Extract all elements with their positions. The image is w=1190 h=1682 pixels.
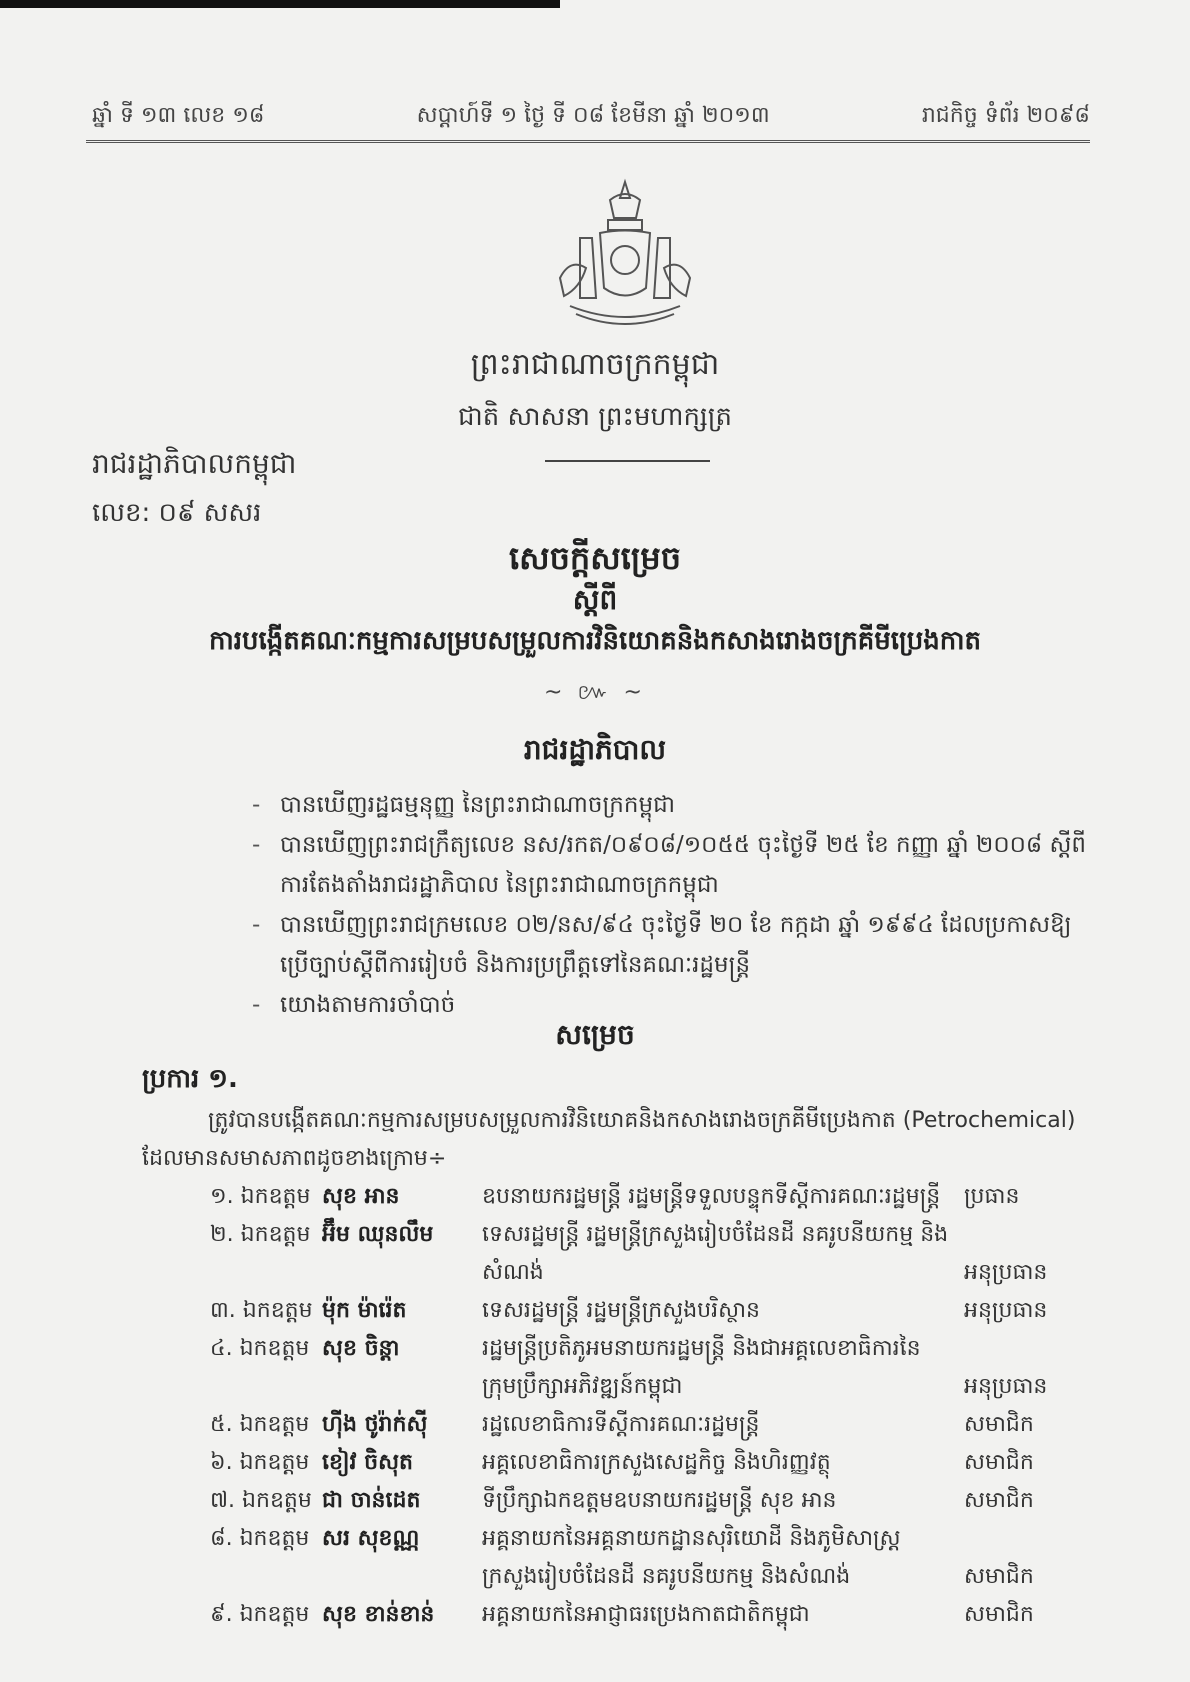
member-number: ៥. ឯកឧត្តម — [210, 1412, 310, 1437]
member-title: រដ្ឋមន្ត្រីប្រតិភូអមនាយករដ្ឋមន្ត្រី និងជាអគ្គលេខាធិការនៃក្រុមប្រឹក្សាអភិវឌ្ឍន៍កម្ពុជា — [482, 1336, 921, 1399]
member-title: អគ្គនាយកនៃអាជ្ញាធរប្រេងកាតជាតិកម្ពុជា — [482, 1602, 810, 1627]
royal-emblem-icon — [540, 178, 710, 328]
member-name: សុខ អាន — [322, 1184, 400, 1209]
member-title: ឧបនាយករដ្ឋមន្ត្រី រដ្ឋមន្ត្រីទទួលបន្ទុកទីស្តីការគណៈរដ្ឋមន្ត្រី — [482, 1184, 941, 1209]
member-number: ៩. ឯកឧត្តម — [210, 1602, 310, 1627]
member-title: អគ្គលេខាធិការក្រសួងសេដ្ឋកិច្ច និងហិរញ្ញវត្ថុ — [482, 1450, 831, 1475]
government-name: រាជរដ្ឋាភិបាលកម្ពុជា — [92, 447, 297, 480]
member-role: អនុប្រធាន — [964, 1298, 1048, 1323]
member-number: ២. ឯកឧត្តម — [210, 1222, 311, 1247]
member-number: ៦. ឯកឧត្តម — [210, 1450, 310, 1475]
member-name: ខៀវ ចិសុត — [322, 1450, 414, 1475]
decision-number: លេខ: ០៩ សសរ — [92, 498, 262, 528]
scan-edge-bar — [0, 0, 560, 8]
member-number: ៨. ឯកឧត្តម — [210, 1526, 310, 1551]
member-title: ទីប្រឹក្សាឯកឧត្តមឧបនាយករដ្ឋមន្ត្រី សុខ អាន — [482, 1488, 837, 1513]
member-name: សុខ ចិន្តា — [322, 1336, 400, 1361]
member-number: ៤. ឯកឧត្តម — [210, 1336, 310, 1361]
member-role: សមាជិក — [964, 1488, 1034, 1513]
whereas-item: - បានឃើញព្រះរាជក្រឹត្យលេខ នស/រកត/០៩០៨/១០៥៥ ចុះថ្ងៃទី ២៥ ខែ កញ្ញា ឆ្នាំ ២០០៨ ស្តីពីការតែងតាំងរាជរដ្ឋាភិបាល នៃព្រះរាជាណាចក្រកម្ពុជា — [262, 825, 1100, 905]
member-row — [210, 1482, 1110, 1520]
member-row — [210, 1520, 1110, 1596]
member-row — [210, 1292, 1110, 1330]
member-number: ៣. ឯកឧត្តម — [210, 1298, 313, 1323]
member-role: ប្រធាន — [964, 1184, 1020, 1209]
decision-heading: សម្រេច — [555, 1018, 635, 1051]
gazette-header — [92, 100, 1090, 134]
member-row — [210, 1444, 1110, 1482]
member-number: ៧. ឯកឧត្តម — [210, 1488, 312, 1513]
member-role: សមាជិក — [964, 1450, 1034, 1475]
header-page: រាជកិច្ច ទំព័រ ២០៩៨ — [921, 103, 1090, 128]
title-line-1: សេចក្តីសម្រេច — [508, 539, 682, 577]
member-row — [210, 1596, 1110, 1634]
member-list — [210, 1178, 1110, 1634]
authority-heading: រាជរដ្ឋាភិបាល — [523, 733, 667, 766]
member-role: សមាជិក — [964, 1412, 1034, 1437]
member-name: ហ៊ីង ថូរ៉ាក់ស៊ី — [322, 1412, 428, 1437]
kingdom-name: ព្រះរាជាណាចក្រកម្ពុជា — [470, 347, 720, 382]
member-title: រដ្ឋលេខាធិការទីស្តីការគណៈរដ្ឋមន្ត្រី — [482, 1412, 760, 1437]
whereas-item: - បានឃើញរដ្ឋធម្មនុញ្ញ នៃព្រះរាជាណាចក្រកម្ពុជា — [262, 785, 1100, 825]
member-title: ទេសរដ្ឋមន្ត្រី រដ្ឋមន្ត្រីក្រសួងរៀបចំដែនដី នគរូបនីយកម្ម និងសំណង់ — [482, 1222, 949, 1285]
member-row — [210, 1216, 1110, 1292]
whereas-item: - យោងតាមការចាំបាច់ — [262, 985, 1100, 1025]
ornament-divider: ~ ៚ ~ — [543, 680, 646, 705]
member-role: អនុប្រធាន — [964, 1260, 1048, 1285]
member-name: សរ សុខណ្ណ — [322, 1526, 420, 1551]
whereas-list — [262, 785, 1100, 1025]
header-rule — [86, 140, 1090, 143]
member-name: ម៉ុក ម៉ារ៉េត — [322, 1298, 407, 1323]
header-date: សប្តាហ៍ទី ១ ថ្ងៃ ទី ០៨ ខែមីនា ឆ្នាំ ២០១៣ — [416, 103, 770, 128]
article-body: ត្រូវបានបង្កើតគណៈកម្មការសម្របសម្រួលការវិនិយោគនិងកសាងរោងចក្រគីមីប្រេងកាត (Petrochemical) ដែលមានសមាសភាពដូចខាងក្រោម÷ — [142, 1108, 1076, 1171]
motto-divider — [545, 460, 710, 462]
header-issue: ឆ្នាំ ទី ១៣ លេខ ១៨ — [92, 103, 265, 128]
title-line-2: ស្តីពី — [572, 583, 618, 616]
member-name: អ៊ឹម ឈុនលឹម — [322, 1222, 434, 1247]
whereas-item: - បានឃើញព្រះរាជក្រមលេខ ០២/នស/៩៤ ចុះថ្ងៃទី ២០ ខែ កក្កដា ឆ្នាំ ១៩៩៤ ដែលប្រកាសឱ្យប្រើច្បាប់ស្តីពីការរៀបចំ និងការប្រព្រឹត្តទៅនៃគណៈរដ្ឋមន្ត្រី — [262, 905, 1100, 985]
member-role: សមាជិក — [964, 1602, 1034, 1627]
member-number: ១. ឯកឧត្តម — [210, 1184, 311, 1209]
member-title: អគ្គនាយកនៃអគ្គនាយកដ្ឋានសុរិយោដី និងភូមិសាស្ត្រ ក្រសួងរៀបចំដែនដី នគរូបនីយកម្ម និងសំណង់ — [482, 1526, 901, 1589]
member-row — [210, 1406, 1110, 1444]
national-motto: ជាតិ សាសនា ព្រះមហាក្សត្រ — [458, 402, 732, 432]
member-role: សមាជិក — [964, 1564, 1034, 1589]
article-label: ប្រការ ១. — [142, 1064, 238, 1094]
member-role: អនុប្រធាន — [964, 1374, 1048, 1399]
member-row — [210, 1330, 1110, 1406]
title-line-3: ការបង្កើតគណៈកម្មការសម្របសម្រួលការវិនិយោគនិងកសាងរោងចក្រគីមីប្រេងកាត — [208, 626, 982, 656]
member-row — [210, 1178, 1110, 1216]
member-title: ទេសរដ្ឋមន្ត្រី រដ្ឋមន្ត្រីក្រសួងបរិស្ថាន — [482, 1298, 761, 1323]
member-name: សុខ ខាន់ខាន់ — [322, 1602, 435, 1627]
member-name: ជា ចាន់ដេត — [322, 1488, 421, 1513]
